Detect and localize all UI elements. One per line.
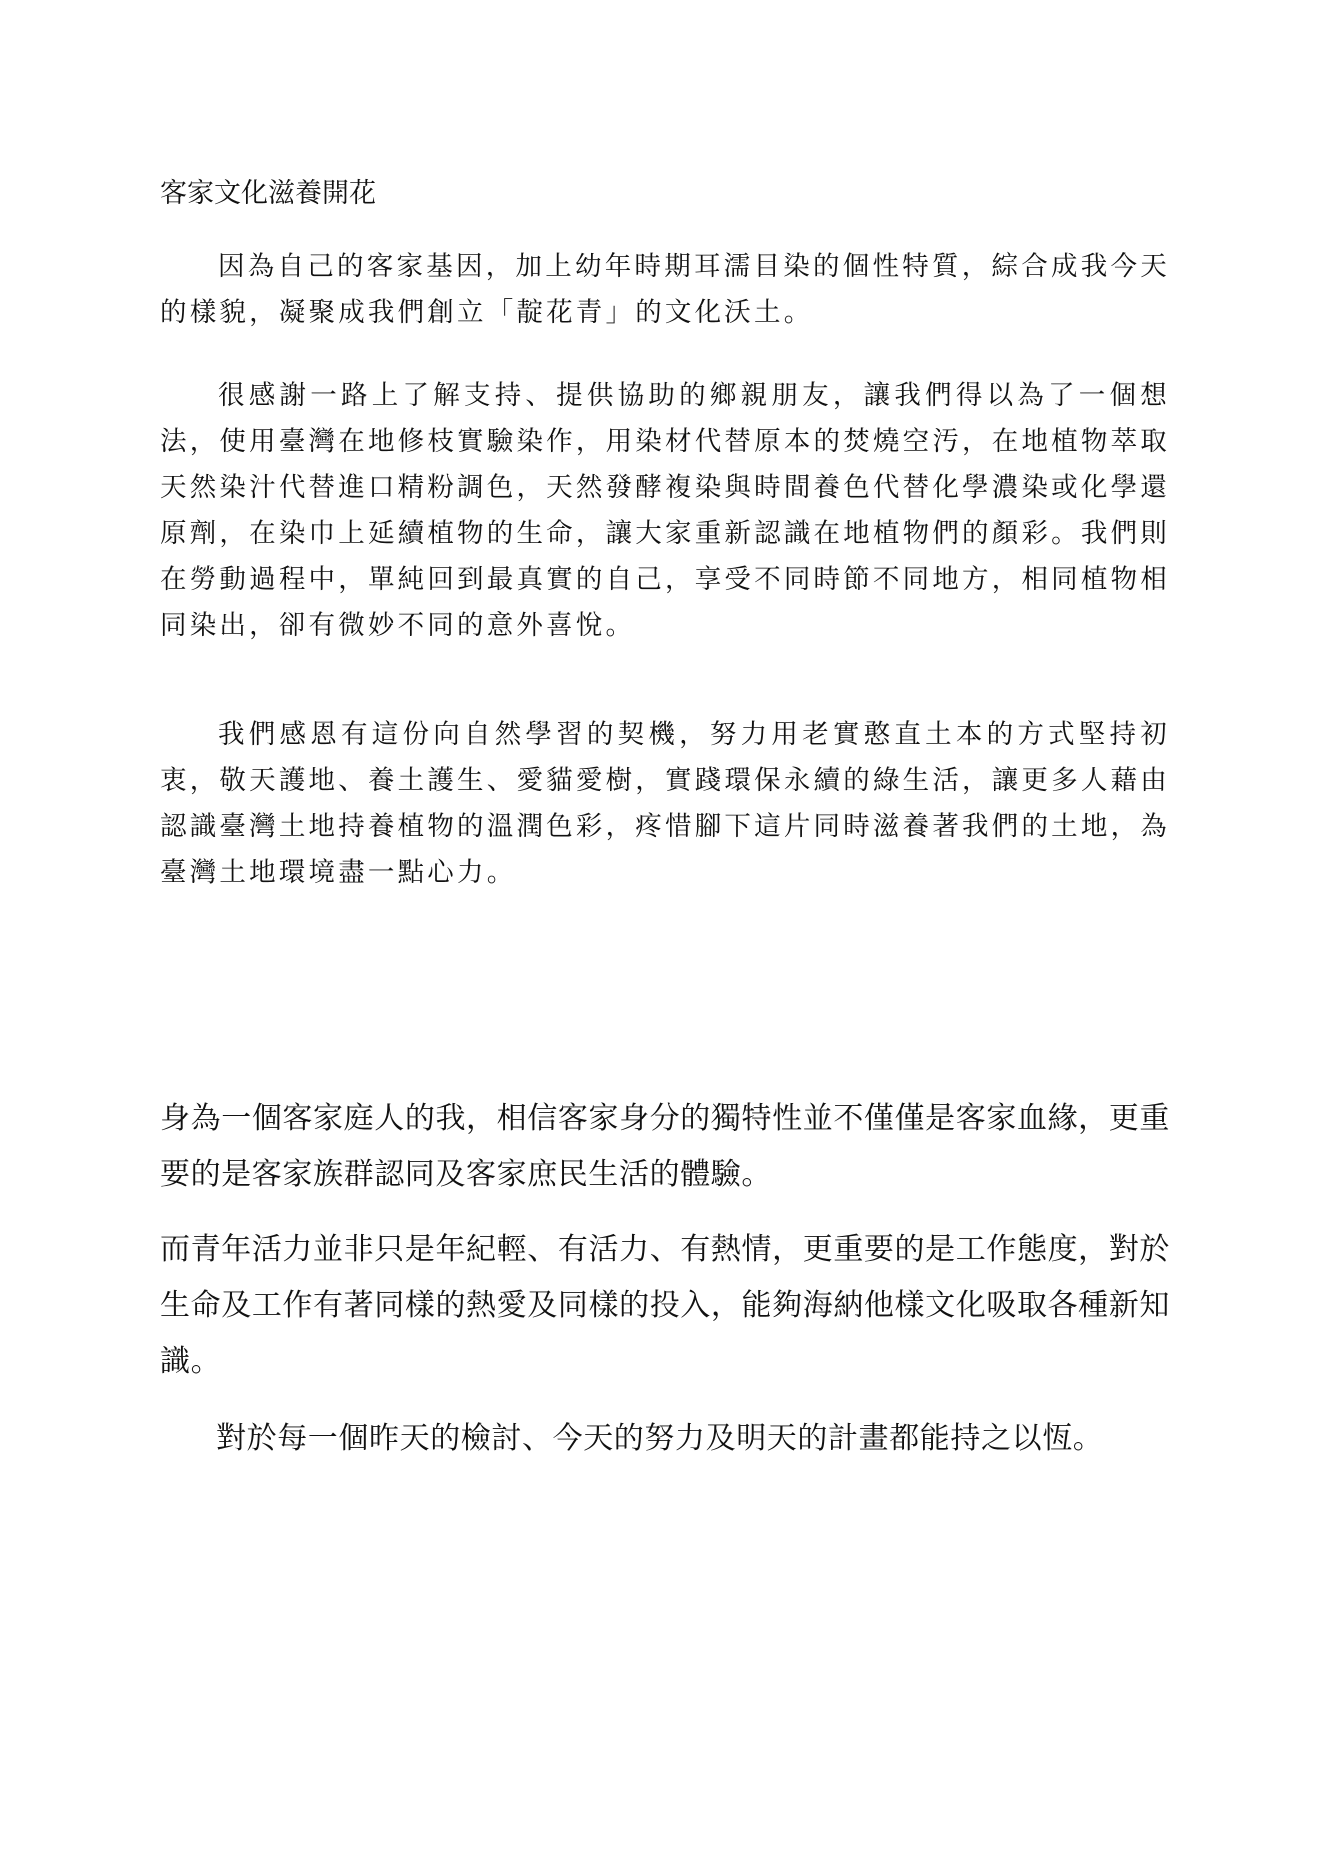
paragraph-heritage: 因為自己的客家基因，加上幼年時期耳濡目染的個性特質，綜合成我今天的樣貌，凝聚成我們創立「靛花青」的文化沃土。: [160, 251, 1170, 328]
paragraph-nature: 我們感恩有這份向自然學習的契機，努力用老實憨直土本的方式堅持初衷，敬天護地、養土護生、愛貓愛樹，實踐環保永續的綠生活，讓更多人藉由認識臺灣土地持養植物的溫潤色彩，疼惜腳下這片同時滋養著我們的土地，為臺灣土地環境盡一點心力。: [160, 719, 1170, 888]
closing-statement: 對於每一個昨天的檢討、今天的努力及明天的計畫都能持之以恆。: [216, 1421, 1104, 1456]
document-title: 客家文化滋養開花: [160, 178, 376, 209]
statement-youth-vitality: 而青年活力並非只是年紀輕、有活力、有熱情，更重要的是工作態度，對於生命及工作有著同樣的熱愛及同樣的投入，能夠海納他樣文化吸取各種新知識。: [160, 1232, 1170, 1379]
statement-hakka-identity: 身為一個客家庭人的我，相信客家身分的獨特性並不僅僅是客家血緣，更重要的是客家族群認同及客家庶民生活的體驗。: [160, 1101, 1170, 1192]
paragraph-gratitude: 很感謝一路上了解支持、提供協助的鄉親朋友，讓我們得以為了一個想法，使用臺灣在地修枝實驗染作，用染材代替原本的焚燒空汚，在地植物萃取天然染汁代替進口精粉調色，天然發酵複染與時間養色代替化學濃染或化學還原劑，在染巾上延續植物的生命，讓大家重新認識在地植物們的顏彩。我們則在勞動過程中，單純回到最真實的自己，享受不同時節不同地方，相同植物相同染出，卻有微妙不同的意外喜悅。: [160, 380, 1170, 641]
